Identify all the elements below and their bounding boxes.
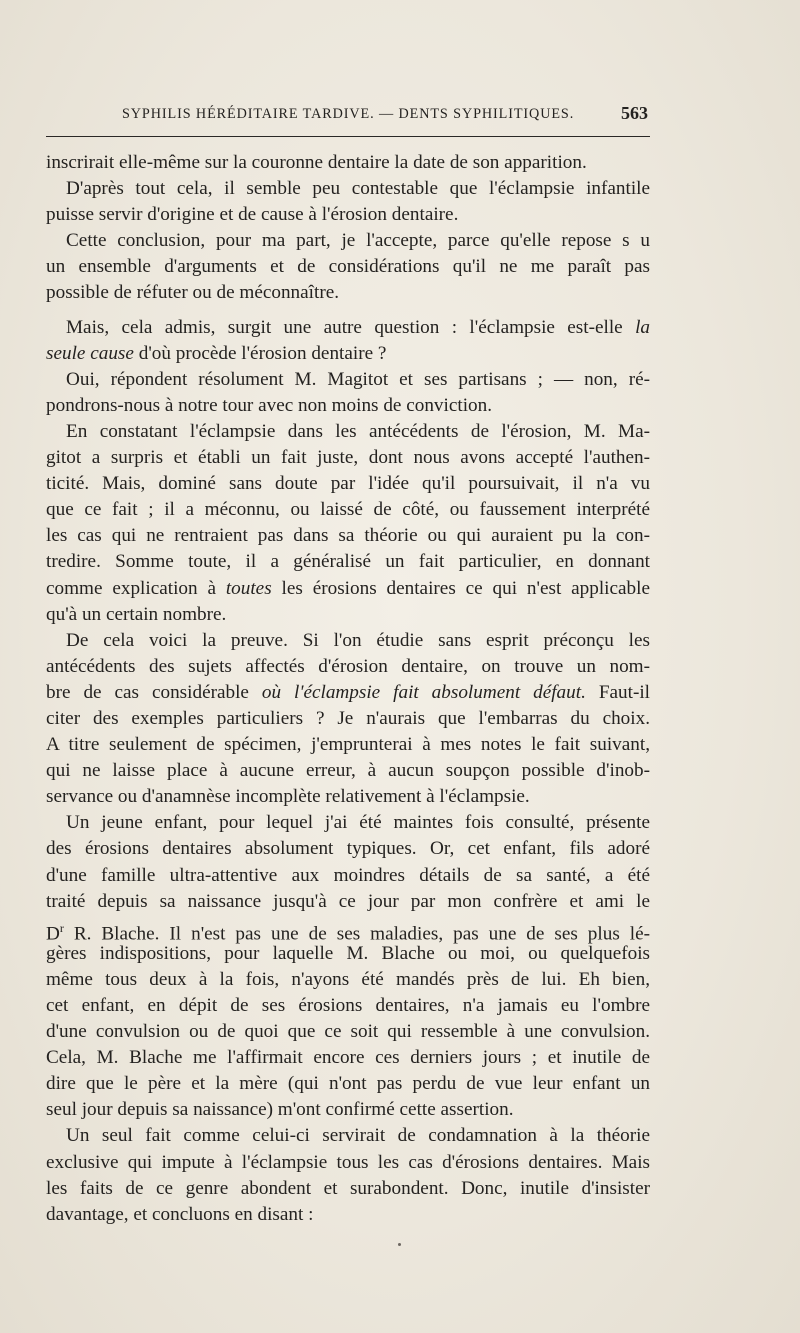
text-segment: tredire. Somme toute, il a généralisé un fait particulier, en donnant [46,551,650,573]
text-segment: De cela voici la preuve. Si l'on étudie sans esprit préconçu les [66,629,650,651]
italic-text: la [635,316,650,338]
text-line [46,341,650,367]
text-segment: D'après tout cela, il semble peu contestable que l'éclampsie infantile [66,178,650,200]
text-line [46,497,650,523]
paragraph-gap [46,307,650,315]
text-segment: antécédents des sujets affectés d'érosion dentaire, on trouve un nom- [46,655,650,677]
text-line [46,228,650,254]
text-line [46,602,650,628]
text-segment: R. Blache. Il n'est pas une de ses maladies, pas une de ses plus lé- [63,923,650,945]
text-segment: même tous deux à la fois, n'ayons été mandés près de lui. Eh bien, [46,968,650,990]
text-line [46,549,650,575]
text-line [46,176,650,202]
text-segment: cet enfant, en dépit de ses érosions dentaires, n'a jamais eu l'ombre [46,995,650,1016]
text-line [46,993,650,1019]
paragraph [46,419,650,628]
text-segment: traité depuis sa naissance jusqu'à ce jour par mon confrère et ami le [46,890,650,912]
text-segment: D [46,923,60,945]
text-segment: bre de cas considérable [46,681,262,703]
text-line [46,967,650,993]
paragraph [46,315,650,367]
text-line [46,1176,650,1202]
text-line [46,784,650,810]
text-segment: d'une convulsion ou de quoi que ce soit qui ressemble à une convulsion. [46,1021,650,1043]
text-segment: des érosions dentaires absolument typiques. Or, cet enfant, fils adoré [46,838,650,860]
text-line [46,863,650,889]
text-segment: que ce fait ; il a méconnu, ou laissé de côté, ou faussement interprété [46,499,650,521]
text-line [46,280,650,306]
text-segment: exclusive qui impute à l'éclampsie tous les cas d'érosions dentaires. Mais [46,1151,650,1173]
superscript: r [59,920,64,935]
text-line [46,915,650,945]
text-line [46,836,650,862]
ink-speck [398,1243,401,1246]
text-segment: un ensemble d'arguments et de considérations qu'il ne me paraît pas [46,256,650,278]
text-line [46,576,650,602]
text-segment: Cette conclusion, pour ma part, je l'accepte, parce qu'elle repose s u [66,230,650,252]
text-segment: ticité. Mais, dominé sans doute par l'idée qu'il poursuivait, il n'a vu [46,473,650,495]
paragraph [46,1123,650,1227]
body-text [46,150,650,1228]
text-line [46,758,650,784]
text-segment: Oui, répondent résolument M. Magitot et ses partisans ; — non, ré- [66,368,650,390]
text-line [46,1202,650,1228]
text-line [46,445,650,471]
text-line [46,941,650,967]
text-segment: davantage, et concluons en disant : [46,1203,314,1225]
text-line [46,810,650,836]
text-line [46,706,650,732]
text-line [46,1019,650,1045]
text-segment: possible de réfuter ou de méconnaître. [46,282,340,304]
running-title: SYPHILIS HÉRÉDITAIRE TARDIVE. — DENTS SYPHILITIQUES. [122,106,575,122]
paragraph [46,628,650,811]
text-segment: citer des exemples particuliers ? Je n'aurais que l'embarras du choix. [46,707,650,729]
text-segment: les cas qui ne rentraient pas dans sa théorie ou qui auraient pu la con- [46,525,650,547]
text-segment: servance ou d'anamnèse incomplète relativement à l'éclampsie. [46,786,530,808]
text-line [46,315,650,341]
text-segment: gitot a surpris et établi un fait juste, dont nous avons accepté l'authen- [46,447,650,469]
paragraph [46,810,650,1123]
text-segment: seul jour depuis sa naissance) m'ont confirmé cette assertion. [46,1099,514,1121]
text-line [46,419,650,445]
text-segment: Cela, M. Blache me l'affirmait encore ces derniers jours ; et inutile de [46,1047,650,1069]
text-segment: gères indispositions, pour laquelle M. Blache ou moi, ou quelquefois [46,942,650,964]
text-segment: En constatant l'éclampsie dans les antécédents de l'érosion, M. Ma- [66,420,650,442]
text-line [46,523,650,549]
text-segment: Un jeune enfant, pour lequel j'ai été maintes fois consulté, présente [66,812,650,834]
text-segment: comme explication à [46,577,226,599]
text-line [46,1071,650,1097]
paragraph [46,367,650,419]
paragraph [46,176,650,228]
text-line [46,1045,650,1071]
text-line [46,654,650,680]
text-segment: inscrirait elle-même sur la couronne dentaire la date de son apparition. [46,152,587,173]
text-line [46,1123,650,1149]
text-segment: les érosions dentaires ce qui n'est applicable [271,577,650,599]
text-segment: qu'à un certain nombre. [46,603,227,625]
text-segment: Faut-il [585,681,650,703]
text-line [46,628,650,654]
italic-text: seule cause [46,342,134,364]
text-segment: d'où procède l'érosion dentaire ? [133,342,387,364]
text-line [46,680,650,706]
text-line [46,254,650,280]
text-line [46,367,650,393]
text-line [46,150,650,176]
text-segment: les faits de ce genre abondent et surabondent. Donc, inutile d'insister [46,1177,650,1199]
text-segment: d'une famille ultra-attentive aux moindres détails de sa santé, a été [46,864,650,886]
text-segment: qui ne laisse place à aucune erreur, à aucun soupçon possible d'inob- [46,760,650,782]
text-segment: pondrons-nous à notre tour avec non moins de conviction. [46,394,493,416]
header-rule [46,136,650,137]
running-header [46,100,648,132]
text-line [46,1097,650,1123]
text-segment: Un seul fait comme celui-ci servirait de condamnation à la théorie [66,1125,650,1147]
text-segment: Mais, cela admis, surgit une autre question : l'éclampsie est-elle [66,316,636,338]
italic-text: toutes [225,577,272,599]
paragraph [46,150,650,176]
text-segment: puisse servir d'origine et de cause à l'érosion dentaire. [46,204,459,226]
text-line [46,732,650,758]
paragraph [46,228,650,306]
italic-text: où l'éclampsie fait absolument défaut. [261,681,586,703]
text-segment: dire que le père et la mère (qui n'ont pas perdu de vue leur enfant un [46,1073,650,1095]
text-line [46,393,650,419]
page-number: 563 [621,103,648,123]
text-line [46,202,650,228]
text-segment: A titre seulement de spécimen, j'emprunterai à mes notes le fait suivant, [46,734,650,756]
text-line [46,471,650,497]
text-line [46,1150,650,1176]
text-line [46,889,650,915]
